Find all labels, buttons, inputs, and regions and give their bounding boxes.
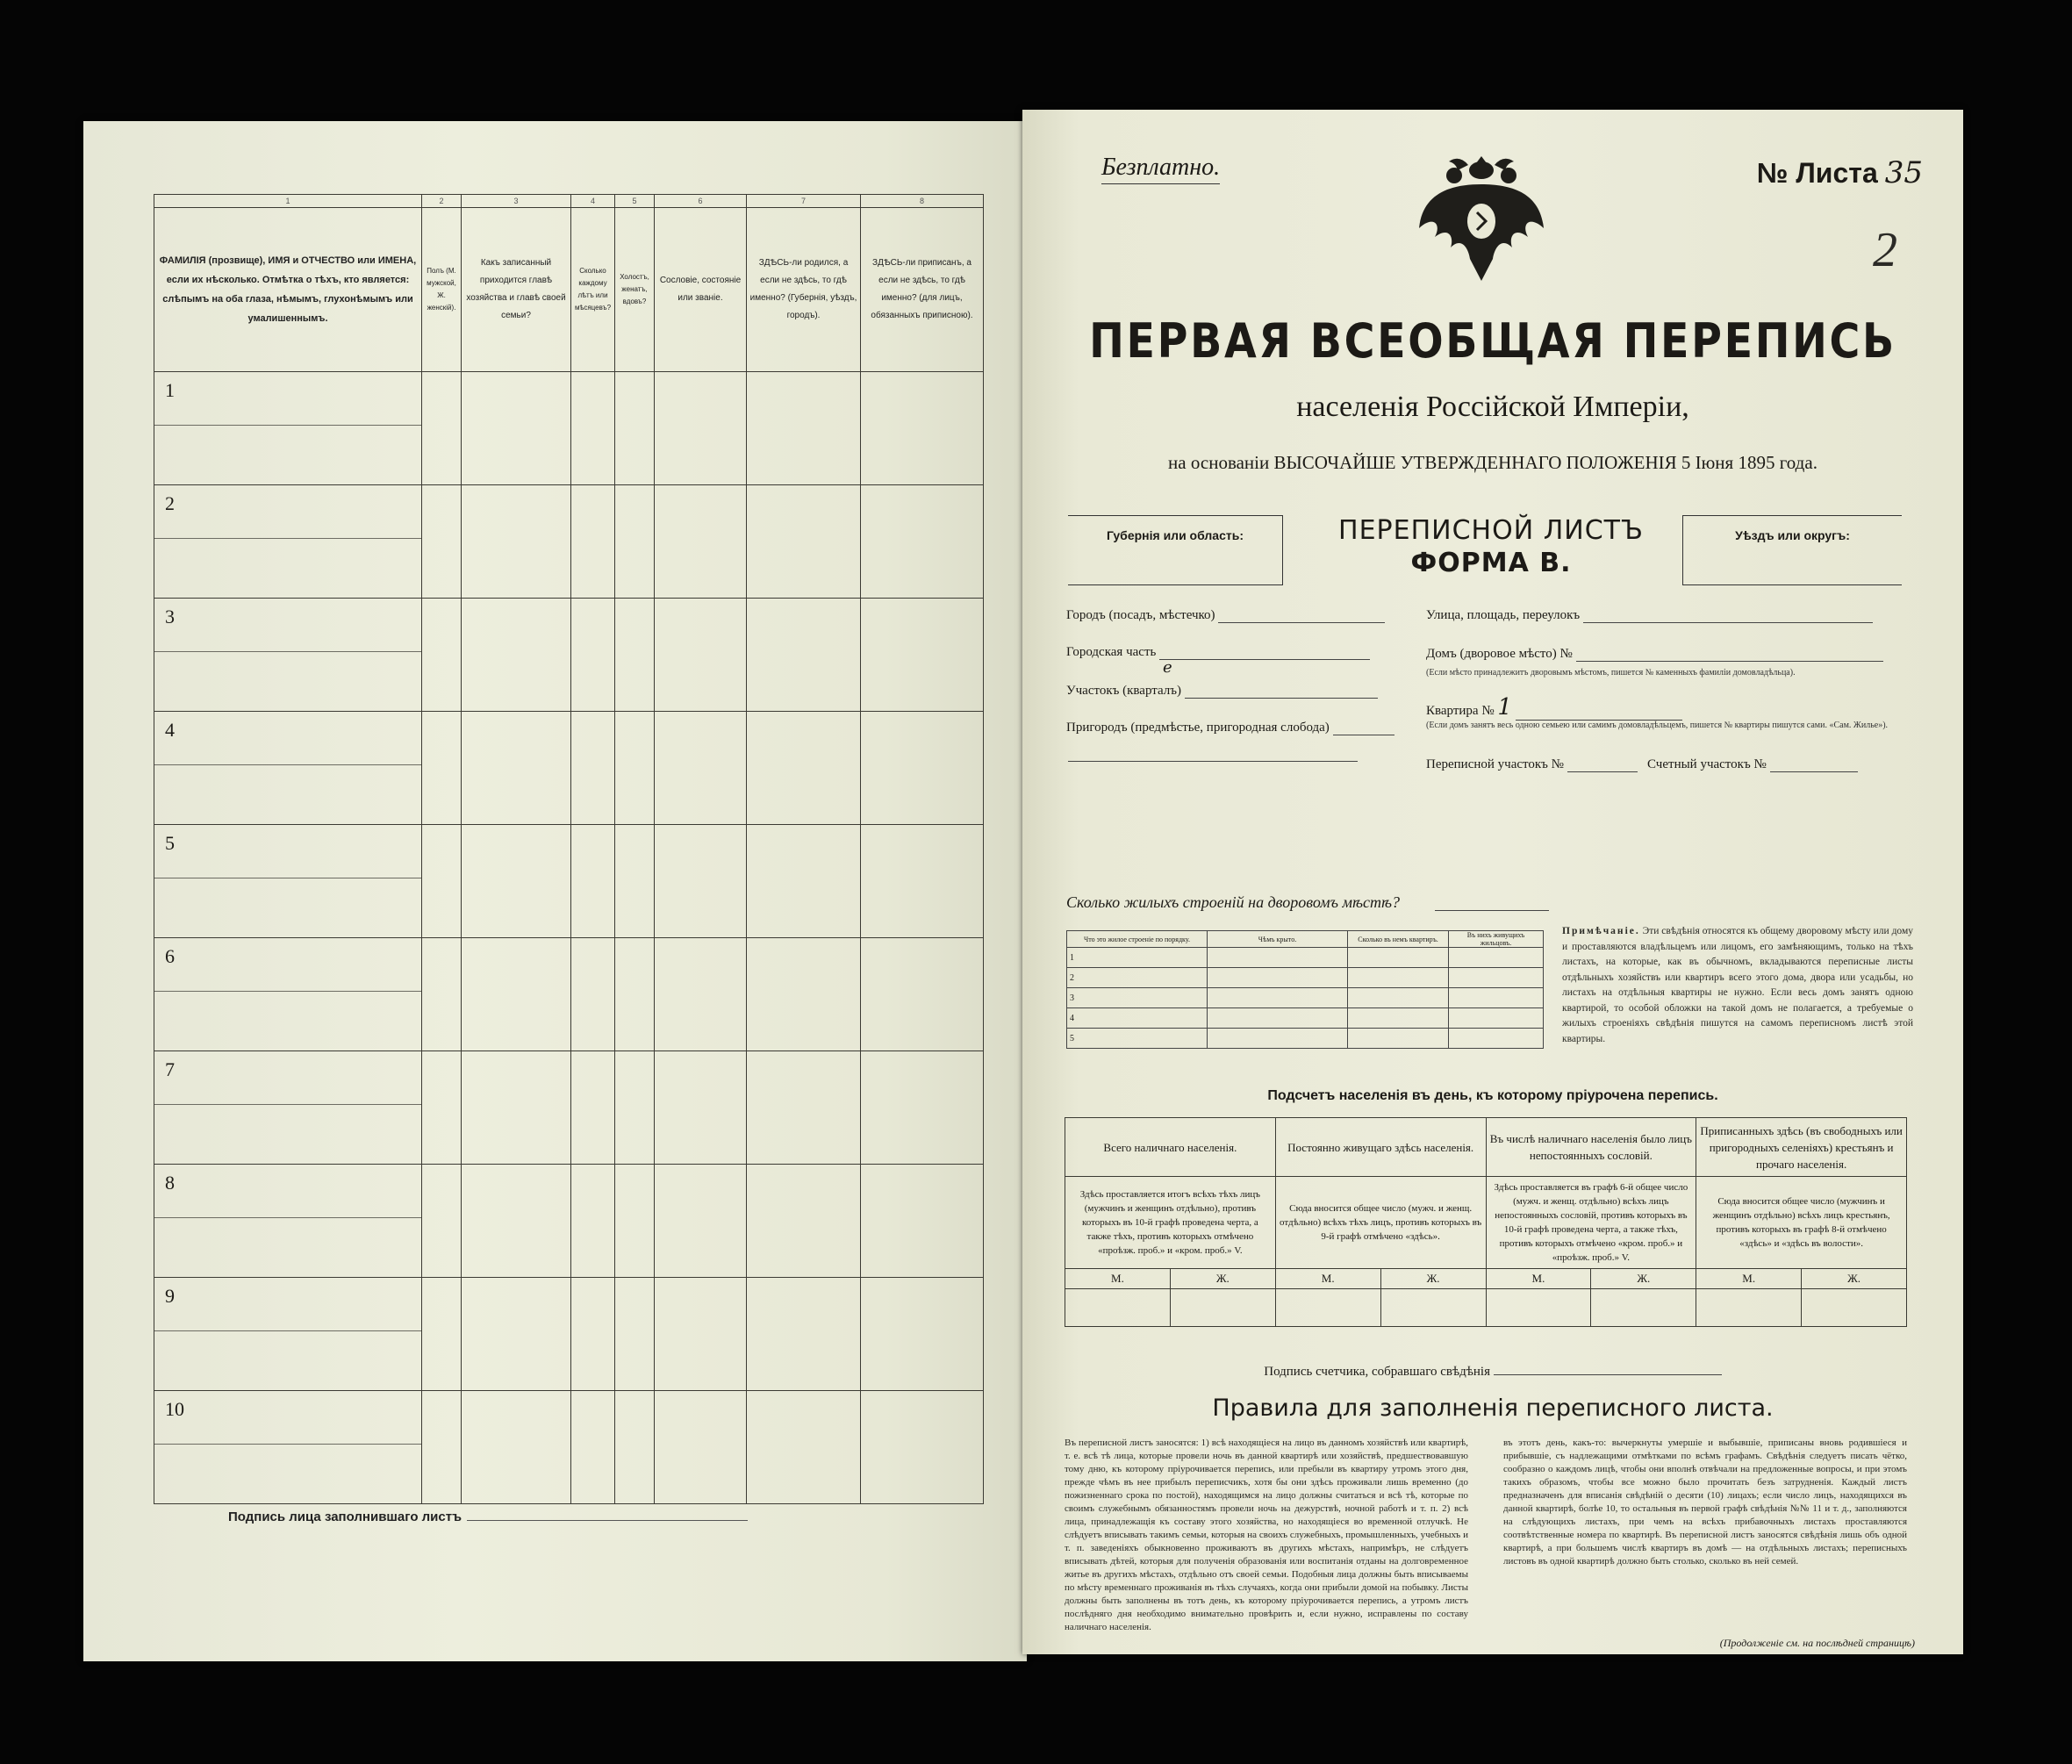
person-cell[interactable] — [462, 938, 571, 1051]
row-number: 9 — [165, 1285, 175, 1307]
person-cell[interactable] — [861, 599, 984, 712]
building-cell[interactable] — [1449, 1029, 1544, 1049]
city-part-field[interactable] — [1066, 645, 1370, 660]
census-district-field[interactable] — [1426, 757, 1858, 772]
person-cell[interactable] — [571, 825, 615, 938]
row-number: 5 — [165, 832, 175, 854]
person-name-cell[interactable] — [154, 1391, 422, 1504]
column-number: 8 — [861, 195, 984, 208]
person-cell[interactable] — [861, 1391, 984, 1504]
remark-body: Эти свѣдѣнія относятся къ общему дворовому мѣсту или дому и проставляются владѣльцемъ или лицомъ, его замѣняющимъ, только на тѣхъ листахъ, на которые, как въ обычномъ, вкладываются переписные листы отдѣльныхъ хозяйствъ или квартиръ всего этого дома, двора или усадьбы, но листахъ на отдѣльныя квартиры не нужно. Если весь домъ занятъ одною квартирой, то особой обложки на такой домъ не полагается, а требуемые о жилыхъ строеніяхъ свѣдѣнія пишутся на самомъ переписномъ листѣ этой квартиры. — [1562, 926, 1913, 1044]
person-cell[interactable] — [462, 1051, 571, 1165]
apartment-note: (Если домъ занятъ весь одною семьею или самимъ домовладѣльцемъ, пишется № квартиры пишутся сами. «Сам. Жилье»). — [1426, 721, 1889, 730]
counting-district-label: Счетный участокъ № — [1647, 757, 1767, 771]
person-cell[interactable] — [747, 485, 861, 599]
row-divider — [154, 651, 421, 652]
person-cell[interactable] — [462, 1278, 571, 1391]
right-page — [1022, 110, 1963, 1654]
column-number-row — [154, 195, 984, 208]
row-number: 1 — [165, 379, 175, 401]
building-number-cell[interactable]: 4 — [1067, 1008, 1208, 1029]
building-cell[interactable] — [1348, 988, 1449, 1008]
continued-note: (Продолженіе см. на послѣдней страницѣ) — [1719, 1637, 1915, 1649]
person-cell[interactable] — [422, 485, 462, 599]
house-label: Домъ (дворовое мѣсто) № — [1426, 647, 1573, 661]
person-cell[interactable] — [861, 712, 984, 825]
row-divider — [154, 425, 421, 426]
person-cell[interactable] — [747, 1278, 861, 1391]
person-name-cell[interactable] — [154, 1165, 422, 1278]
buildings-header: Что это жилое строеніе по порядку. — [1067, 931, 1208, 948]
census-district-label: Переписной участокъ № — [1426, 757, 1564, 771]
person-cell[interactable] — [747, 1165, 861, 1278]
remark-head: Примѣчаніе. — [1562, 926, 1640, 936]
person-cell[interactable] — [861, 1051, 984, 1165]
population-cell[interactable] — [1591, 1289, 1696, 1327]
building-row — [1067, 1029, 1544, 1049]
population-description-row — [1065, 1177, 1907, 1269]
building-number-cell[interactable]: 5 — [1067, 1029, 1208, 1049]
person-row — [154, 1278, 984, 1391]
building-cell[interactable] — [1208, 948, 1348, 968]
person-cell[interactable] — [462, 1165, 571, 1278]
person-cell[interactable] — [861, 1278, 984, 1391]
person-name-cell[interactable] — [154, 372, 422, 485]
male-label: М. — [1696, 1269, 1802, 1289]
person-cell[interactable] — [615, 372, 655, 485]
building-cell[interactable] — [1208, 968, 1348, 988]
person-cell[interactable] — [615, 938, 655, 1051]
counter-signature-label: Подпись счетчика, собравшаго свѣдѣнія — [1264, 1365, 1490, 1379]
population-header: Всего наличнаго населенія. — [1065, 1118, 1276, 1177]
census-sheet-title — [1298, 515, 1684, 578]
apartment-label: Квартира № — [1426, 704, 1495, 718]
person-cell[interactable] — [462, 825, 571, 938]
province-label: Губернія или область: — [1106, 528, 1244, 542]
street-field[interactable] — [1426, 608, 1873, 623]
row-number: 10 — [165, 1398, 184, 1420]
person-cell[interactable] — [655, 485, 747, 599]
female-label: Ж. — [1802, 1269, 1907, 1289]
header-name: ФАМИЛІЯ (прозвище), ИМЯ и ОТЧЕСТВО или ИМЕНА, если их нѣсколько. Отмѣтка о тѣхъ, кто является: слѣпымъ на оба глаза, нѣмымъ, глухонѣмымъ или умалишеннымъ. — [154, 208, 422, 372]
district-field[interactable] — [1066, 684, 1378, 699]
row-divider — [154, 538, 421, 539]
population-cell[interactable] — [1802, 1289, 1907, 1327]
header-born-here: ЗДѢСЬ-ли родился, а если не здѣсь, то гдѣ именно? (Губернія, уѣздъ, городъ). — [747, 208, 861, 372]
province-box[interactable] — [1068, 515, 1283, 585]
person-row — [154, 372, 984, 485]
row-divider — [154, 1330, 421, 1331]
population-cell[interactable] — [1380, 1289, 1486, 1327]
city-label: Городъ (посадъ, мѣстечко) — [1066, 608, 1215, 622]
person-cell[interactable] — [655, 599, 747, 712]
suburb-label: Пригородъ (предмѣстье, пригородная слобода) — [1066, 721, 1330, 735]
sheet-number-handwritten: 35 — [1884, 155, 1923, 190]
population-header: Постоянно живущаго здѣсь населенія. — [1275, 1118, 1486, 1177]
person-cell[interactable] — [462, 599, 571, 712]
building-cell[interactable] — [1449, 988, 1544, 1008]
person-cell[interactable] — [861, 485, 984, 599]
filler-signature-label: Подпись лица заполнившаго листъ — [228, 1509, 462, 1524]
person-cell[interactable] — [747, 712, 861, 825]
person-row — [154, 938, 984, 1051]
building-cell[interactable] — [1348, 968, 1449, 988]
person-cell[interactable] — [747, 938, 861, 1051]
rules-title: Правила для заполненія переписного листа. — [1212, 1395, 1774, 1422]
person-row — [154, 1051, 984, 1165]
female-label: Ж. — [1170, 1269, 1275, 1289]
person-cell[interactable] — [615, 1391, 655, 1504]
subtitle: населенія Россійской Имперіи, — [1296, 391, 1689, 423]
header-estate: Сословіе, состояніе или званіе. — [655, 208, 747, 372]
building-number-cell[interactable]: 3 — [1067, 988, 1208, 1008]
person-name-cell[interactable] — [154, 712, 422, 825]
person-row — [154, 825, 984, 938]
person-cell[interactable] — [861, 372, 984, 485]
row-number: 2 — [165, 492, 175, 514]
person-cell[interactable] — [571, 712, 615, 825]
row-number: 3 — [165, 606, 175, 627]
row-divider — [154, 1104, 421, 1105]
person-cell[interactable] — [571, 1278, 615, 1391]
building-cell[interactable] — [1348, 1008, 1449, 1029]
house-note: (Если мѣсто принадлежитъ дворовымъ мѣстомъ, пишется № каменныхъ фамиліи домовладѣльца). — [1426, 668, 1796, 678]
person-cell[interactable] — [571, 938, 615, 1051]
building-row — [1067, 1008, 1544, 1029]
person-cell[interactable] — [571, 1165, 615, 1278]
row-number: 7 — [165, 1058, 175, 1080]
person-cell[interactable] — [615, 1051, 655, 1165]
suburb-line — [1068, 761, 1358, 762]
row-number: 6 — [165, 945, 175, 967]
person-cell[interactable] — [422, 372, 462, 485]
district-label: Участокъ (кварталъ) — [1066, 684, 1182, 698]
person-cell[interactable] — [615, 1278, 655, 1391]
person-cell[interactable] — [571, 372, 615, 485]
person-cell[interactable] — [615, 485, 655, 599]
row-number: 8 — [165, 1172, 175, 1194]
person-cell[interactable] — [571, 1051, 615, 1165]
person-row — [154, 1391, 984, 1504]
population-title: Подсчетъ населенія въ день, къ которому пріурочена перепись. — [1267, 1088, 1718, 1103]
buildings-header: Чѣмъ крыто. — [1208, 931, 1348, 948]
person-cell[interactable] — [571, 1391, 615, 1504]
person-cell[interactable] — [422, 1278, 462, 1391]
person-name-cell[interactable] — [154, 1051, 422, 1165]
column-number: 5 — [615, 195, 655, 208]
sheet-number-label: № Листа — [1756, 157, 1878, 189]
main-title: ПЕРВАЯ ВСЕОБЩАЯ ПЕРЕПИСЬ — [1089, 313, 1896, 369]
population-description: Сюда вносится общее число (мужчинъ и женщинъ отдѣльно) всѣхъ лицъ крестьянъ, противъ которыхъ въ графѣ 8-й отмѣчено «здѣсь» и «здѣсь въ волости». — [1696, 1177, 1907, 1269]
building-cell[interactable] — [1449, 948, 1544, 968]
person-cell[interactable] — [422, 1165, 462, 1278]
person-cell[interactable] — [747, 1051, 861, 1165]
building-rows — [1067, 948, 1544, 1049]
building-cell[interactable] — [1208, 1008, 1348, 1029]
person-cell[interactable] — [655, 1051, 747, 1165]
left-page — [83, 121, 1027, 1661]
house-field[interactable] — [1426, 647, 1883, 662]
person-cell[interactable] — [615, 599, 655, 712]
street-label: Улица, площадь, переулокъ — [1426, 608, 1581, 622]
apartment-field[interactable] — [1426, 694, 1682, 721]
header-age: Сколько каждому лѣтъ или мѣсяцевъ? — [571, 208, 615, 372]
person-name-cell[interactable] — [154, 1278, 422, 1391]
person-cell[interactable] — [655, 938, 747, 1051]
person-cell[interactable] — [422, 599, 462, 712]
uezd-label: Уѣздъ или округъ: — [1735, 528, 1850, 542]
header-marital: Холостъ, женатъ, вдовъ? — [615, 208, 655, 372]
person-cell[interactable] — [655, 825, 747, 938]
suburb-field[interactable] — [1066, 721, 1394, 735]
person-cell[interactable] — [655, 712, 747, 825]
male-label: М. — [1486, 1269, 1591, 1289]
person-name-cell[interactable] — [154, 938, 422, 1051]
person-cell[interactable] — [747, 372, 861, 485]
person-row — [154, 485, 984, 599]
column-number: 7 — [747, 195, 861, 208]
person-cell[interactable] — [861, 1165, 984, 1278]
building-number-cell[interactable]: 1 — [1067, 948, 1208, 968]
person-list-table — [154, 194, 984, 1504]
column-number: 4 — [571, 195, 615, 208]
person-cell[interactable] — [747, 1391, 861, 1504]
sheet-number — [1757, 155, 1923, 190]
person-row — [154, 712, 984, 825]
population-value-row — [1065, 1289, 1907, 1327]
person-cell[interactable] — [422, 938, 462, 1051]
city-part-mark: e — [1163, 658, 1172, 677]
person-cell[interactable] — [422, 712, 462, 825]
census-sheet-label: ПЕРЕПИСНОЙ ЛИСТЪ — [1338, 515, 1644, 546]
header-relation: Какъ записанный приходится главѣ хозяйства и главѣ своей семьи? — [462, 208, 571, 372]
person-rows — [154, 372, 984, 1504]
building-cell[interactable] — [1449, 968, 1544, 988]
building-row — [1067, 968, 1544, 988]
column-header-row — [154, 208, 984, 372]
population-description: Здѣсь проставляется въ графѣ 6-й общее число (мужч. и женщ. отдѣльно) всѣхъ лицъ непостоянныхъ сословій, противъ которыхъ въ 10-й графѣ проведена черта, а также тѣхъ, противъ которыхъ отмѣчено «кром. проб.» и «проѣзж. проб.» V. — [1486, 1177, 1696, 1269]
female-label: Ж. — [1380, 1269, 1486, 1289]
city-field[interactable] — [1066, 608, 1385, 623]
population-header: Въ числѣ наличнаго населенія было лицъ непостоянныхъ сословій. — [1486, 1118, 1696, 1177]
person-cell[interactable] — [655, 372, 747, 485]
remark — [1562, 924, 1913, 1047]
building-cell[interactable] — [1348, 948, 1449, 968]
column-number: 3 — [462, 195, 571, 208]
building-cell[interactable] — [1449, 1008, 1544, 1029]
building-cell[interactable] — [1208, 988, 1348, 1008]
buildings-header-row — [1067, 931, 1544, 948]
male-label: М. — [1065, 1269, 1171, 1289]
row-divider — [154, 1444, 421, 1445]
apartment-value: 1 — [1497, 694, 1512, 721]
form-label: ФОРМА В. — [1410, 548, 1572, 578]
buildings-header: Въ нихъ живущихъ жильцовъ. — [1449, 931, 1544, 948]
header-sex: Полъ (М. мужской, Ж. женскій). — [422, 208, 462, 372]
column-number: 1 — [154, 195, 422, 208]
person-cell[interactable] — [615, 712, 655, 825]
person-cell[interactable] — [655, 1391, 747, 1504]
buildings-answer-line[interactable] — [1435, 910, 1549, 911]
row-divider — [154, 991, 421, 992]
imperial-eagle-icon — [1416, 149, 1547, 294]
column-number: 2 — [422, 195, 462, 208]
person-cell[interactable] — [655, 1278, 747, 1391]
buildings-header: Сколько въ немъ квартиръ. — [1348, 931, 1449, 948]
building-cell[interactable] — [1208, 1029, 1348, 1049]
building-cell[interactable] — [1348, 1029, 1449, 1049]
row-divider — [154, 764, 421, 765]
person-cell[interactable] — [615, 1165, 655, 1278]
buildings-table — [1066, 930, 1544, 1049]
population-table — [1065, 1117, 1907, 1327]
header-registered-here: ЗДѢСЬ-ли приписанъ, а если не здѣсь, то гдѣ именно? (для лицъ, обязанныхъ приписною). — [861, 208, 984, 372]
building-row — [1067, 948, 1544, 968]
population-header-row — [1065, 1118, 1907, 1177]
row-number: 4 — [165, 719, 175, 741]
person-cell[interactable] — [571, 599, 615, 712]
person-cell[interactable] — [861, 938, 984, 1051]
rules-left-column: Въ переписной листъ заносятся: 1) всѣ находящіеся на лицо въ данномъ хозяйствѣ или квартирѣ, т. е. всѣ тѣ лица, которые провели ночь въ данной квартирѣ или хозяйствѣ, предшествовавшую тому дню, къ которому пріурочивается перепись, или пребыли въ квартиру утромъ этого дня, прежде чѣмъ въ нее прибылъ переписчикъ, хотя бы они здѣсь проживали лишь временно (до пожизненнаго срока по постой), находящимся на лицо должны считаться и всѣ тѣ, которые по своимъ служебнымъ обязанностямъ провели ночь на дежурствѣ, ночной работѣ и т. п. 2) всѣ лица, принадлежащія къ составу этого хозяйства, но находящіеся во временной отлучкѣ. Не слѣдуетъ вписывать такимъ семьи, которыя на своихъ служебныхъ, промышленныхъ, учебныхъ и т. п. заведеніяхъ обыкновенно проживаютъ въ другихъ мѣстахъ, напримѣръ, не слѣдуетъ вписывать дѣтей, которыя для полученія образованія или воспитанія отданы на долговременное житье въ другихъ мѣстахъ, отдѣльно отъ своей семьи. Подобныя лица должны быть вписываемы по мѣсту временнаго проживанія въ тѣхъ случаяхъ, когда они прибыли домой на побывку. Листы должны быть заполнены въ тотъ день, къ которому пріурочивается перепись, а утромъ листъ послѣдняго дня необходимо внимательно провѣрить и, если нужно, исправлены по составу наличнаго населенія. — [1065, 1438, 1468, 1632]
male-label: М. — [1275, 1269, 1380, 1289]
person-name-cell[interactable] — [154, 599, 422, 712]
basis-line: на основаніи ВЫСОЧАЙШЕ УТВЕРЖДЕННАГО ПОЛОЖЕНІЯ 5 Іюня 1895 года. — [1168, 452, 1817, 473]
person-row — [154, 1165, 984, 1278]
building-row — [1067, 988, 1544, 1008]
person-name-cell[interactable] — [154, 825, 422, 938]
filler-signature — [228, 1509, 748, 1524]
person-row — [154, 599, 984, 712]
female-label: Ж. — [1591, 1269, 1696, 1289]
population-mf-row — [1065, 1269, 1907, 1289]
population-description: Сюда вносится общее число (мужч. и женщ. отдѣльно) всѣхъ тѣхъ лицъ, противъ которыхъ въ 9-й графѣ отмѣчено «здѣсь». — [1275, 1177, 1486, 1269]
person-cell[interactable] — [462, 485, 571, 599]
person-cell[interactable] — [462, 1391, 571, 1504]
city-part-label: Городская часть — [1066, 645, 1157, 659]
uezd-box[interactable] — [1682, 515, 1902, 585]
person-cell[interactable] — [571, 485, 615, 599]
person-cell[interactable] — [747, 825, 861, 938]
row-divider — [154, 1217, 421, 1218]
population-description: Здѣсь проставляется итогъ всѣхъ тѣхъ лицъ (мужчинъ и женщинъ отдѣльно), противъ которыхъ въ 10-й графѣ проведена черта, а также тѣхъ, противъ которыхъ отмѣчено «проѣзж. проб.» и «кром. проб.» V. — [1065, 1177, 1276, 1269]
population-cell[interactable] — [1486, 1289, 1591, 1327]
person-cell[interactable] — [422, 1051, 462, 1165]
rules-right-column: въ этотъ день, какъ-то: вычеркнуты умершіе и выбывшіе, приписаны вновь родившіеся и прибывшіе, съ надлежащими отмѣтками по всѣмъ графамъ. Свѣдѣнія следуетъ писать чётко, сообразно о каждомъ лицѣ, чтобы они вполнѣ отвѣчали на предложенные вопросы, и при этомъ такихъ образомъ, чтобы все можно было прочитать безъ затрудненія. Каждый листъ предназначенъ для вписанія свѣдѣній о десяти (10) лицахъ; если число лицъ, находящихся въ данной квартирѣ, болѣе 10, то остальныя въ первой графѣ свѣдѣнія №№ 11 и т. д., заполняются на слѣдующихъ листахъ, при чемъ на всѣхъ прибавочныхъ листахъ проставляются соотвѣтственные номера по квартирѣ. Въ переписной листъ заносятся свѣдѣнія лишь объ одной квартирѣ, а при большемъ числѣ квартиръ въ домѣ — на отдѣльныхъ листахъ; переписныхъ листовъ въ одной квартирѣ должно быть столько, сколько въ ней семей. — [1503, 1438, 1907, 1567]
building-number-cell[interactable]: 2 — [1067, 968, 1208, 988]
population-cell[interactable] — [1065, 1289, 1171, 1327]
buildings-question: Сколько жилыхъ строеній на дворовомъ мѣстѣ? — [1066, 893, 1400, 911]
person-cell[interactable] — [422, 825, 462, 938]
person-cell[interactable] — [462, 712, 571, 825]
population-cell[interactable] — [1696, 1289, 1802, 1327]
header-boxes — [1068, 515, 1902, 585]
population-cell[interactable] — [1275, 1289, 1380, 1327]
handwritten-mark: 2 — [1873, 223, 1897, 277]
free-label: Безплатно. — [1101, 154, 1220, 184]
population-header: Приписанныхъ здѣсь (въ свободныхъ или пригородныхъ селеніяхъ) крестьянъ и прочаго населенія. — [1696, 1118, 1907, 1177]
signature-line[interactable] — [467, 1520, 748, 1521]
counter-signature-line[interactable] — [1494, 1374, 1722, 1375]
counter-signature — [1022, 1365, 1963, 1380]
person-cell[interactable] — [462, 372, 571, 485]
person-cell[interactable] — [615, 825, 655, 938]
person-cell[interactable] — [655, 1165, 747, 1278]
person-cell[interactable] — [747, 599, 861, 712]
person-cell[interactable] — [422, 1391, 462, 1504]
person-cell[interactable] — [861, 825, 984, 938]
column-number: 6 — [655, 195, 747, 208]
population-cell[interactable] — [1170, 1289, 1275, 1327]
person-name-cell[interactable] — [154, 485, 422, 599]
